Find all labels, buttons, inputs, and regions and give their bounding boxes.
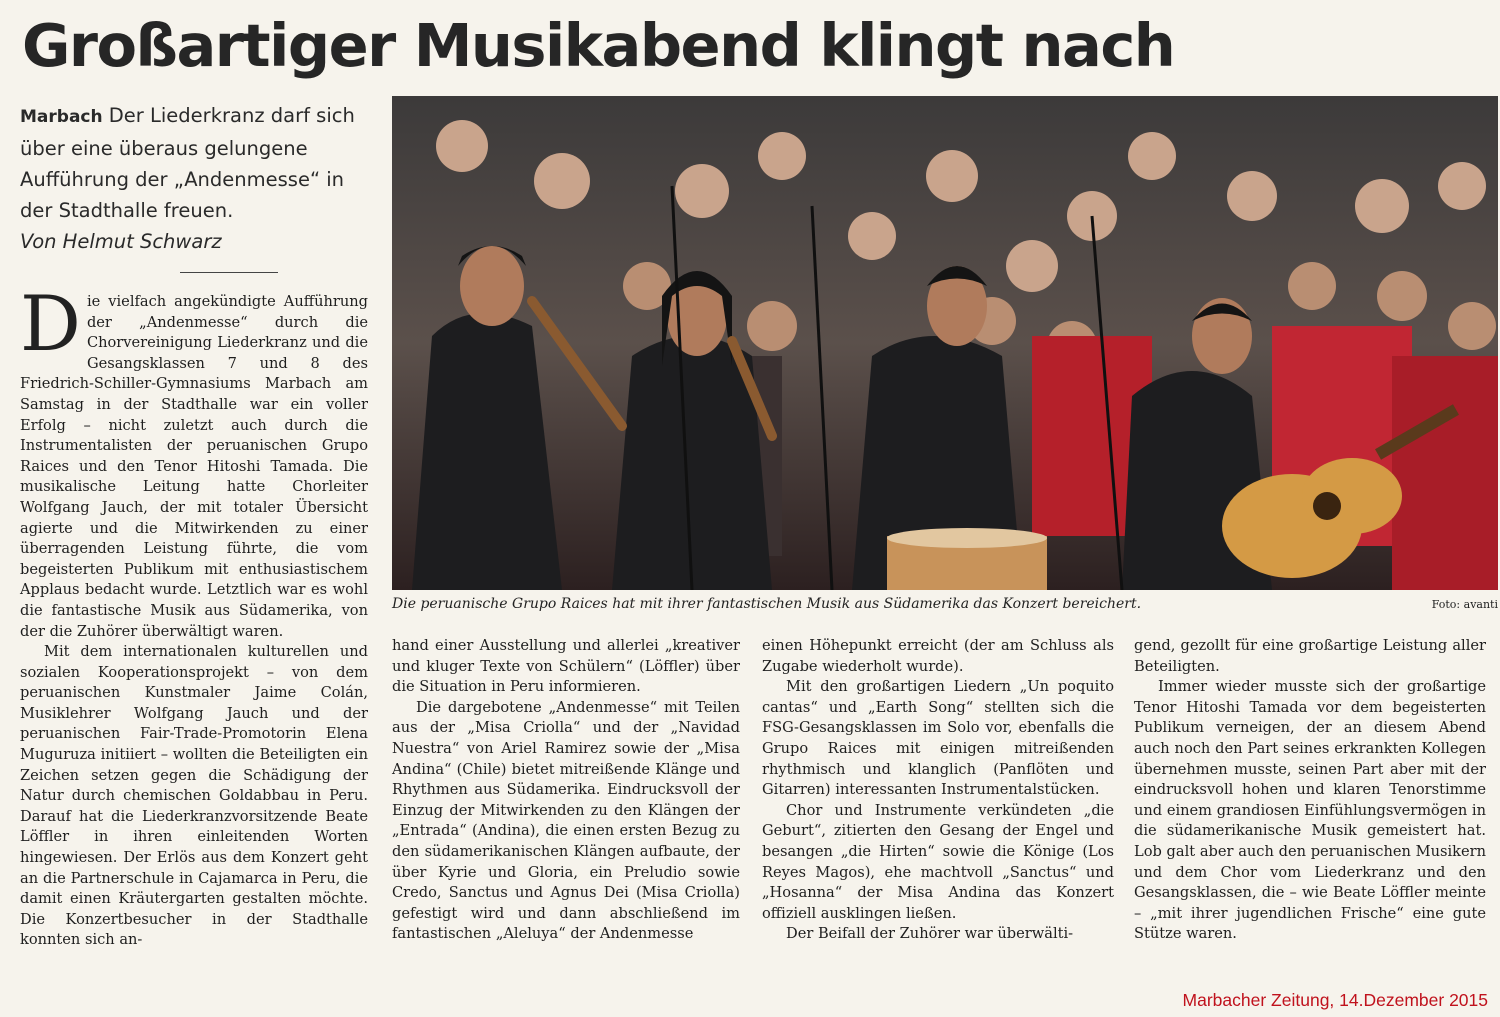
article-paragraph: hand einer Ausstellung und allerlei „kreativer und kluger Texte von Schülern“ (Löffler) über die Situation in Peru informieren. (392, 637, 740, 696)
byline-divider (180, 272, 278, 273)
teaser-text: Der Liederkranz darf sich über eine überaus gelungene Aufführung der „Andenmesse“ in der Stadthalle freuen. (20, 104, 355, 222)
concert-photo-illustration (392, 96, 1498, 590)
photo-credit: Foto: avanti (1431, 598, 1498, 611)
article-column-1 (20, 279, 368, 951)
paragraph-text: ie vielfach angekündigte Aufführung der „Andenmesse“ durch die Chorvereinigung Liederkranz und die Gesangsklassen 7 und 8 des Friedrich-Schiller-Gymnasiums Marbach am Samstag in der Stadthalle war ein voller Erfolg – nicht zuletzt auch durch die Instrumentalisten der peruanischen Grupo Raices und den Tenor Hitoshi Tamada. Die musikalische Leitung hatte Chorleiter Wolfgang Jauch, der mit totaler Übersicht agierte und die Mitwirkenden zu einer überragenden Leistung führte, die vom begeisterten Publikum mit enthusiastischem Applaus bedacht wurde. Letztlich war es wohl die fantastische Musik aus Südamerika, von der die Zuhörer überwältigt waren. (20, 293, 368, 640)
teaser (20, 100, 382, 257)
teaser-place: Marbach (20, 107, 103, 127)
concert-photo (392, 96, 1498, 590)
article-paragraph: Chor und Instrumente verkündeten „die Geburt“, zitierten den Gesang der Engel und besangen „die Hirten“ sowie die Könige (Los Reyes Magos), ehe machtvoll „Sanctus“ und „Hosanna“ der Misa Andina das Konzert offiziell ausklingen ließen. (762, 801, 1114, 922)
headline: Großartiger Musikabend klingt nach (22, 11, 1175, 80)
article-paragraph: gend, gezollt für eine großartige Leistung aller Beteiligten. (1134, 637, 1486, 675)
article-column-2 (392, 636, 740, 945)
article-paragraph: Mit den großartigen Liedern „Un poquito cantas“ und „Earth Song“ stellten sich die FSG-Gesangsklassen im Solo vor, ebenfalls die Grupo Raices mit einigen mitreißenden rhythmisch und klanglich (Panflöten und Gitarren) interessanten Instrumentalstücken. (762, 678, 1114, 799)
article-paragraph: Die dargebotene „Andenmesse“ mit Teilen aus der „Misa Criolla“ und der „Navidad Nuestra“ von Ariel Ramirez sowie der „Misa Andina“ (Chile) bietet mitreißende Klänge und Rhythmen aus Südamerika. Eindrucksvoll der Einzug der Mitwirkenden zu den Klängen der „Entrada“ (Andina), die einen ersten Bezug zu den südamerikanischen Klängen aufbaute, der über Kyrie und Gloria, ein Preludio sowie Credo, Sanctus und Agnus Dei (Misa Criolla) gefestigt wird und dann abschließend im fantastischen „Aleluya“ der Andenmesse (392, 698, 740, 943)
article-paragraph (20, 279, 368, 642)
photo-caption: Die peruanische Grupo Raices hat mit ihrer fantastischen Musik aus Südamerika das Konzert bereichert. (392, 596, 1142, 612)
article-column-4 (1134, 636, 1486, 945)
source-note: Marbacher Zeitung, 14.Dezember 2015 (1182, 990, 1488, 1010)
article-column-3 (762, 636, 1114, 945)
article-paragraph: einen Höhepunkt erreicht (der am Schluss als Zugabe wiederholt wurde). (762, 637, 1114, 675)
article-paragraph: Immer wieder musste sich der großartige Tenor Hitoshi Tamada vor dem begeisterten Publikum verneigen, der an diesem Abend auch noch den Part seines erkrankten Kollegen übernehmen musste, seinen Part aber mit der eindrucksvoll hohen und klaren Tenorstimme und einem grandiosen Einfühlungsvermögen in die südamerikanische Musik gemeistert hat. Lob galt aber auch den peruanischen Musikern und dem Chor vom Liederkranz und den Gesangsklassen, die – wie Beate Löffler meinte – „mit ihrer jugendlichen Frische“ eine gute Stütze waren. (1134, 678, 1486, 943)
article-paragraph: Der Beifall der Zuhörer war überwälti- (786, 925, 1074, 943)
drop-cap: D (20, 279, 81, 368)
author-byline: Von Helmut Schwarz (20, 230, 222, 253)
article-paragraph: Mit dem internationalen kulturellen und sozialen Kooperationsprojekt – von dem peruanischen Kunstmaler Jaime Colán, Musiklehrer Wolfgang Jauch und der peruanischen Fair-Trade-Promotorin Elena Muguruza initiiert – wollten die Beteiligten ein Zeichen setzen gegen die Schädigung der Natur durch chemischen Goldabbau in Peru. Darauf hat die Liederkranzvorsitzende Beate Löffler in ihren einleitenden Worten hingewiesen. Der Erlös aus dem Konzert geht an die Partnerschule in Cajamarca in Peru, die damit einen Kräutergarten gestalten möchte. Die Konzertbesucher in der Stadthalle konnten sich an- (20, 643, 368, 949)
